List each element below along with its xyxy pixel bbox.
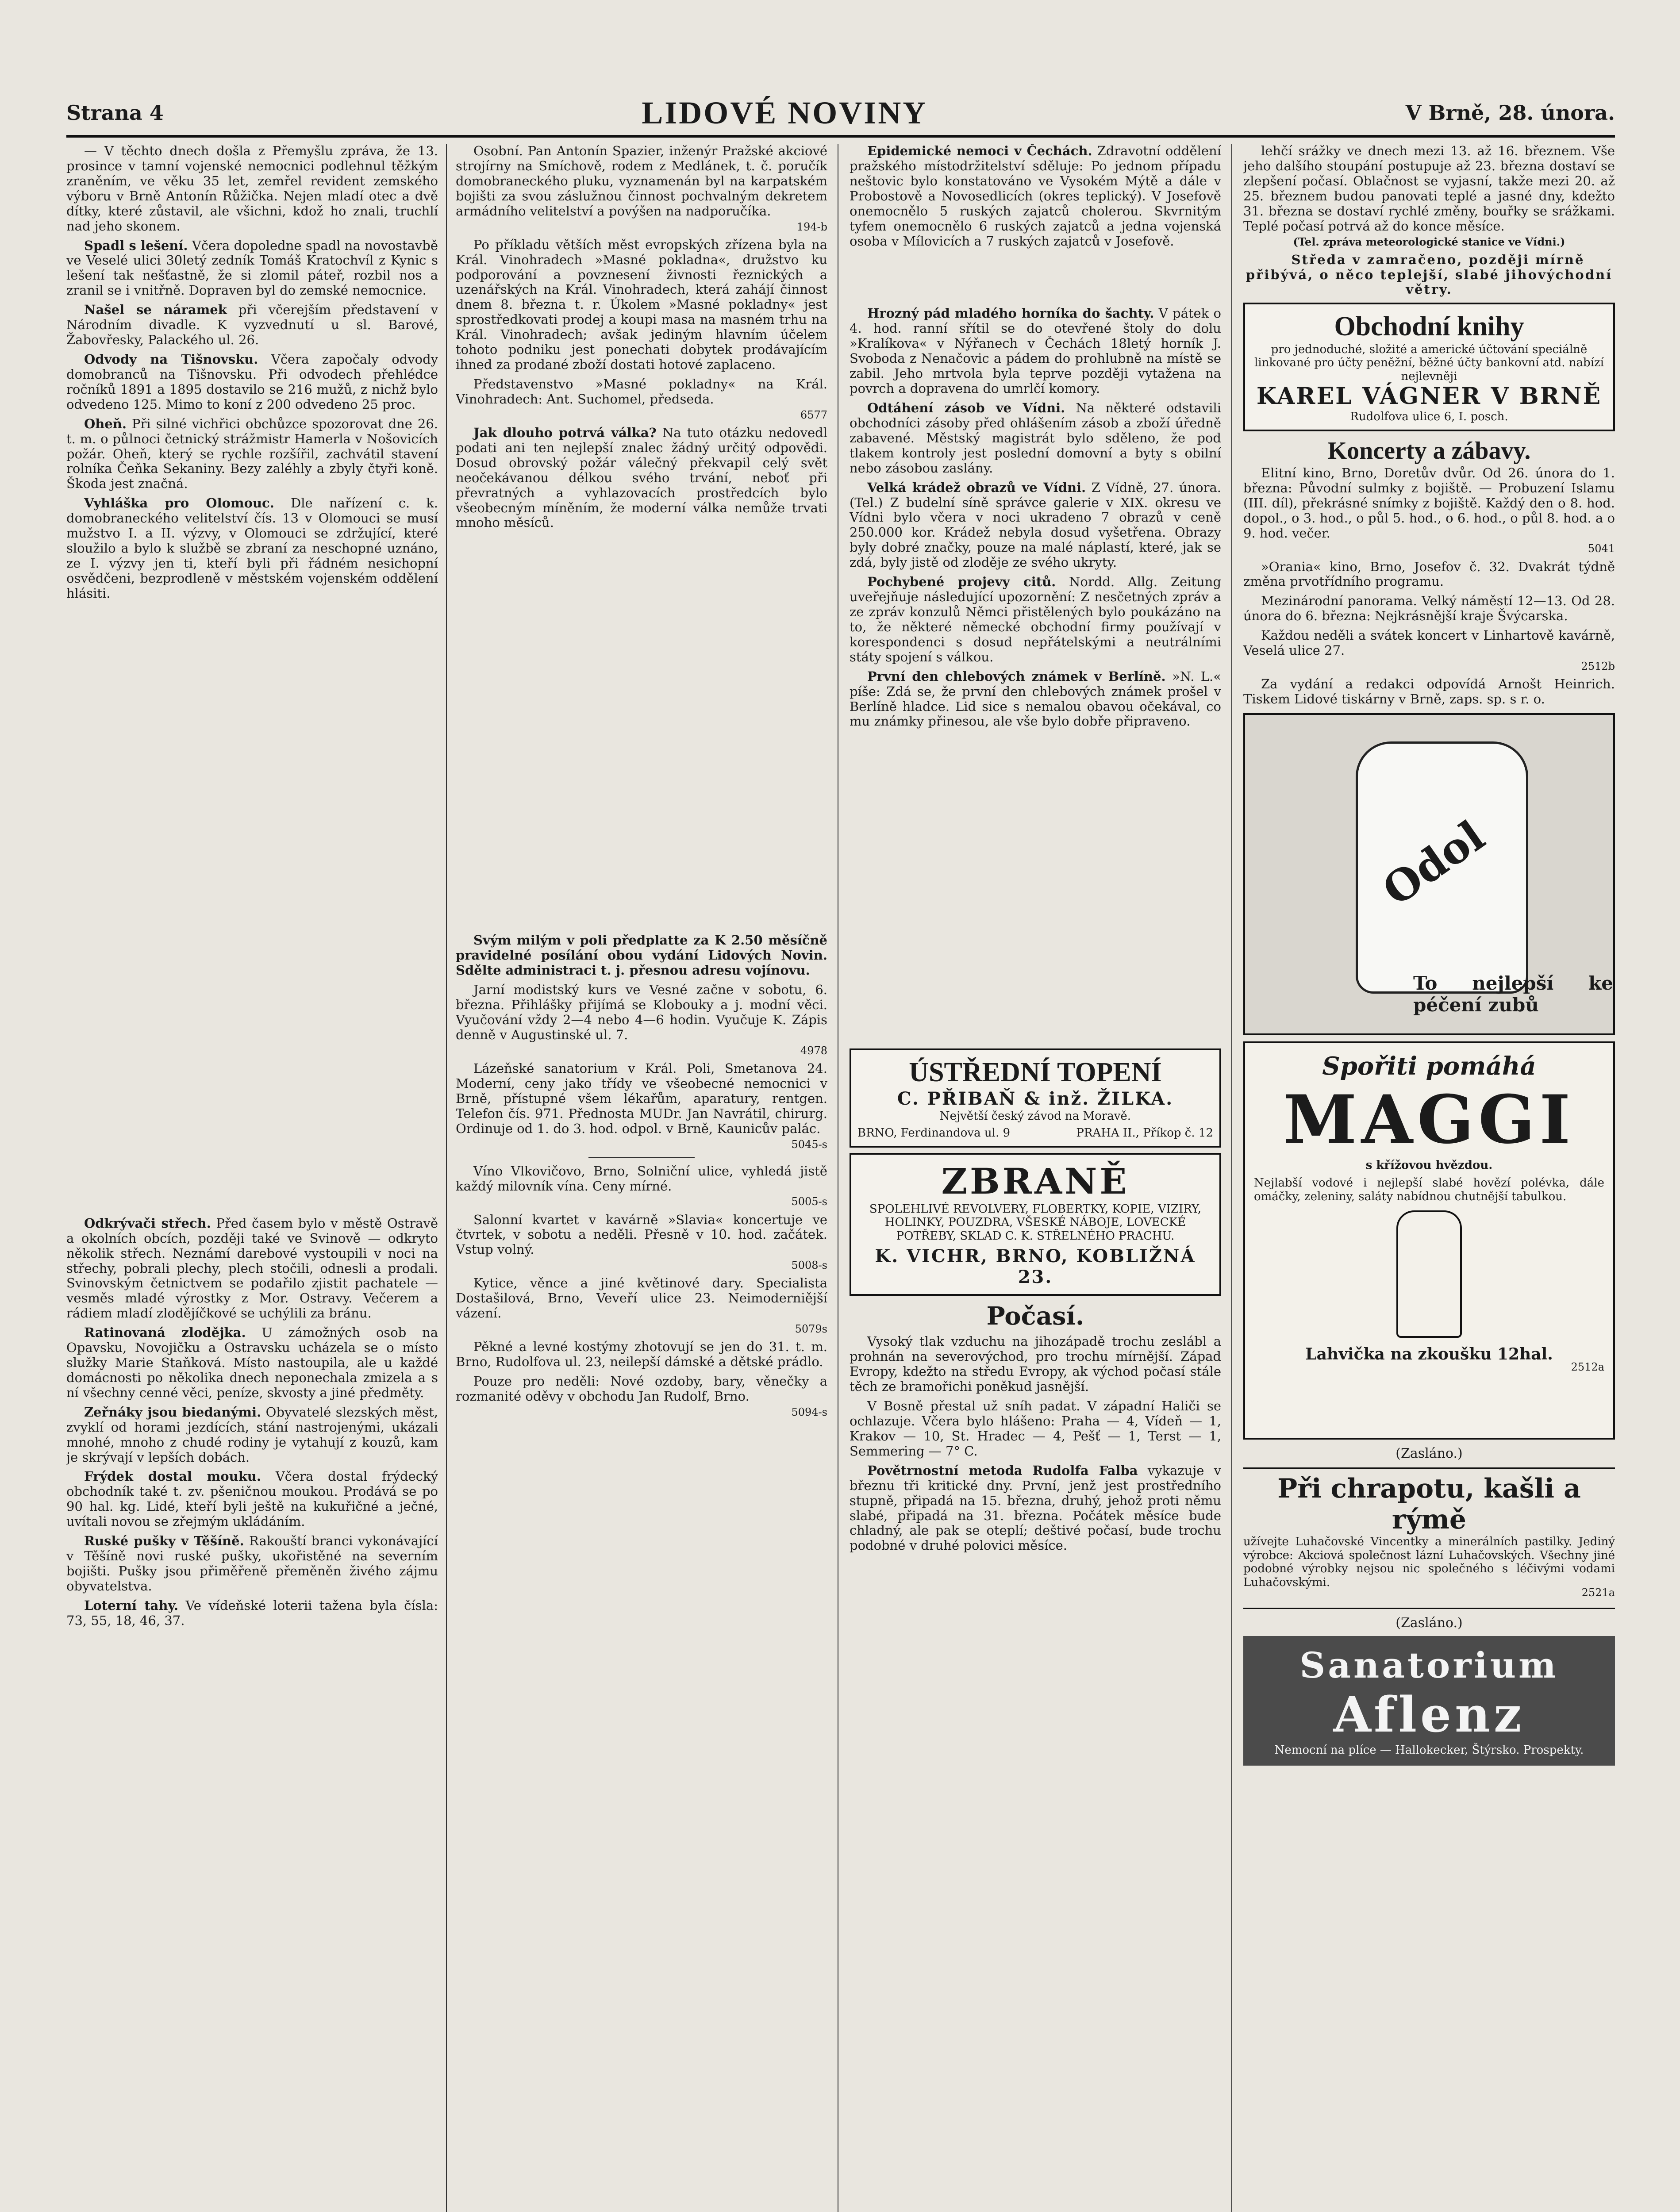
article xyxy=(850,306,1221,396)
article-title: Odvody na Tišnovsku. xyxy=(84,351,258,367)
classified-ad: Salonní kvartet v kavárně »Slavia« koncertuje ve čtvrtek, v sobotu a neděli. Přesně v 10. hod. začátek. Vstup volný. xyxy=(456,1212,827,1257)
column-1 xyxy=(66,144,438,2212)
ad-address-brno: BRNO, Ferdinandova ul. 9 xyxy=(857,1126,1011,1140)
separator xyxy=(588,1157,695,1158)
article-title: První den chlebových známek v Berlíně. xyxy=(867,668,1166,684)
column-rule xyxy=(1231,144,1232,2212)
ad-headline: Obchodní knihy xyxy=(1334,311,1524,342)
panorama-listing: Mezinárodní panorama. Velký náměstí 12—13. Od 28. února do 6. března: Nejkrásnější kraje Švýcarska. xyxy=(1243,593,1615,624)
article-title: Povětrnostní metoda Rudolfa Falba xyxy=(867,1463,1138,1478)
article-text: Včera započaly odvody domobranců na Tišnovsku. Při odvodech přehlédce ročníků 1891 a 1895 dostavilo se 216 mužů, z nichž bylo odvedeno 125. Mimo to koní z 200 odvedeno 25 proc. xyxy=(66,351,438,412)
article xyxy=(66,1598,438,1628)
odol-bottle-illustration xyxy=(1356,741,1528,994)
concert-listing: Každou neděli a svátek koncert v Linhartově kavárně, Veselá ulice 27. xyxy=(1243,628,1615,658)
maggi-text: Nejlabší vodové i nejlepší slabé hovězí polévka, dále omáčky, zeleniny, saláty nabídnou chutnější tabulkou. xyxy=(1254,1176,1604,1203)
article xyxy=(66,303,438,348)
ad-code: 5008-s xyxy=(791,1259,827,1272)
maggi-bottle-illustration xyxy=(1396,1210,1462,1338)
ad-subtitle: Největší český závod na Moravě. xyxy=(939,1109,1131,1123)
ad-headline: Sanatorium xyxy=(1299,1644,1559,1686)
weather-text: V Bosně přestal už sníh padat. V západní Haliči se ochlazuje. Včera bylo hlášeno: Praha — 4, Vídeň — 1, Krakov — 10, St. Hradec — 4, Pešť — 1, Terst — 1, Semmering — 7° C. xyxy=(850,1398,1221,1459)
article-title: Epidemické nemoci v Čechách. xyxy=(867,144,1092,158)
weather-text: Vysoký tlak vzduchu na jihozápadě trochu zeslábl a prohnán na severovýchod, pro trochu mírnější. Západ Evropy, kdežto na středu Evropy, ak východ počasí stále těch ze bramořichi poněkud jasnější. xyxy=(850,1334,1221,1394)
article-title: Velká krádež obrazů ve Vídni. xyxy=(867,480,1086,495)
luhacovice-ad xyxy=(1243,1467,1615,1609)
concerts-section-title: Koncerty a zábavy. xyxy=(1327,437,1531,465)
ad-subtitle: SPOLEHLIVÉ REVOLVERY, FLOBERTKY, KOPIE, VIZIRY, HOLINKY, POUZDRA, VŠESKÉ NÁBOJE, LOVECKÉ POTŘEBY, SKLAD C. K. STŘELNÉHO PRACHU. xyxy=(869,1202,1202,1243)
article-title: Odtáhení zásob ve Vídni. xyxy=(867,400,1065,415)
weather-forecast xyxy=(850,1463,1221,1554)
article: — V těchto dnech došla z Přemyšlu zpráva, že 13. prosince v tamní vojenské nemocnici podlehnul těžkým zraněním, ve věku 35 let, zemřel revident zemského výboru v Brně Antonín Růžička. Nejen mladí otec a dvě dítky, které zůstavil, ale všichni, kdož ho znali, truchlí nad jeho skonem. xyxy=(66,144,438,234)
article-title: Pochybené projevy citů. xyxy=(867,574,1056,590)
article xyxy=(66,496,438,601)
article-text: Nordd. Allg. Zeitung uveřejňuje následující upozornění: Z nesčetných zpráv a ze zpráv konzulů Němci přistělených bylo poukázáno na to, že některé německé obchodní firmy používají v korespondenci s dosud nepřátelskými a neutrálními státy spojení s válkou. xyxy=(850,574,1221,664)
ad-text: užívejte Luhačovské Vincentky a minerálních pastilky. Jediný výrobce: Akciová společnost lázní Luhačovských. Všechny jiné podobné výrobky nejsou nic společného s léčivými vodami Luhačovskými. xyxy=(1243,1535,1615,1589)
article-text: Rakouští branci vykonávající v Těšíně novi ruské pušky, ukořistěné na severním bojišti. Pušky jsou přiměřeně přeměněn živého zájmu obyvatelstva. xyxy=(66,1533,438,1594)
classified-ad: Pěkné a levné kostýmy zhotovují se jen do 31. t. m. Brno, Rudolfova ul. 23, neilepší dámské a dětské prádlo. xyxy=(456,1339,827,1370)
ad-code: 5041 xyxy=(1588,542,1615,555)
ad-code: 4978 xyxy=(800,1044,827,1057)
article-title: Spadl s lešení. xyxy=(84,238,188,253)
weather-forecast: Středa v zamračeno, později mírně přibývá, o něco teplejší, slabé jihovýchodní větry. xyxy=(1246,252,1613,297)
ad-brand: Aflenz xyxy=(1333,1686,1525,1743)
article-text: Obyvatelé slezských měst, zvyklí od horami jezdících, stání nastrojenými, ukázali mnohé, mnoho z chudé rodiny je vytahují z kouzů, kam je skrývají v lepších dobách. xyxy=(66,1404,438,1465)
ad-subtitle: pro jednoduché, složité a americké účtování speciálně linkované pro účty peněžní, běžné účty bankovní atd. nabízí nejlevněji xyxy=(1254,342,1604,383)
classified-ad: Jarní modistský kurs ve Vesné začne v sobotu, 6. března. Přihlášky přijímá se Klobouky a j. modní věci. Vyučování vždy 2—4 nebo 4—6 hodin. Vyučuje K. Zápis denně v Augustinské ul. 7. xyxy=(456,982,827,1042)
article xyxy=(850,144,1221,249)
article-code: 194-b xyxy=(796,220,827,233)
article-code: 6577 xyxy=(800,408,827,421)
newspaper-title: LIDOVÉ NOVINY xyxy=(642,95,928,131)
article-title: Oheň. xyxy=(84,416,127,431)
ad-code: 5094-s xyxy=(791,1406,827,1418)
article: Po příkladu větších měst evropských zřízena byla na Král. Vinohradech »Masné pokladna«, družstvo ku podporování a povznesení živnosti řeznických a uzenářských na Král. Vinohradech, která zahájí činnost dnem 8. března t. r. Úkolem »Masné pokladny« jest sprostředkovati prodej a koupi masa na masném trhu na Král. Vinohradech; avšak jediným hlavním účelem tohoto podniku jest ponechati dobytek prodávajícím ihned za prodané zboží dostati hotové zaplaceno. xyxy=(456,237,827,373)
column-rule xyxy=(446,144,447,2212)
paid-notice-label: (Zasláno.) xyxy=(1396,1446,1463,1462)
cinema-listing: Elitní kino, Brno, Doretův dvůr. Od 26. února do 1. března: Původní sulmky z bojiště. — Probuzení Islamu (III. díl), překrásné snímky z bojiště. Každý den o 8. hod. dopol., o 3. hod., o půl 5. hod., o 6. hod., o půl 8. hod. a o 9. hod. večer. xyxy=(1243,465,1615,541)
odol-slogan: To nejlepší ke péčení zubů xyxy=(1413,972,1613,1016)
article xyxy=(850,401,1221,476)
article-text: Na některé odstavili obchodníci zásoby před ohlášením zásob a zboží úředně zabavené. Městský magistrát bylo sděleno, že pod tlakem kontroly jest poslední domovní a byty s obilní nebo zásobou zaslány. xyxy=(850,400,1221,476)
article xyxy=(66,1216,438,1321)
article-title: Ratinovaná zlodějka. xyxy=(84,1325,246,1340)
article-text: vykazuje v březnu tři kritické dny. První, jenž jest prostředního stupně, připadá na 15. března, druhý, jehož proti němu slabé, připadá na 31. března. Počátek měsíce bude chladný, ale pak se oteplí; deštivé počasí, bude trochu podobné v druhé polovici měsíce. xyxy=(850,1463,1221,1553)
odol-ad xyxy=(1243,713,1615,1035)
article xyxy=(850,669,1221,730)
maggi-ad xyxy=(1243,1041,1615,1440)
classified-ad: Pouze pro neděli: Nové ozdoby, bary, věnečky a rozmanité oděvy v obchodu Jan Rudolf, Brno. xyxy=(456,1374,827,1404)
article xyxy=(850,480,1221,571)
ad-code: 2512b xyxy=(1581,660,1615,673)
article xyxy=(66,1534,438,1594)
article-text: U zámožných osob na Opavsku, Novojičku a Ostravsku ucházela se o místo služky Marie Staňková. Místo nastoupila, ale u každé domácnosti po několika dnech neponechala zmizela a s ní všechny cenné věci, peníze, skvosty a jiné předměty. xyxy=(66,1325,438,1400)
maggi-title: Spořiti pomáhá xyxy=(1322,1052,1536,1081)
column-3 xyxy=(850,144,1221,2212)
heating-ad xyxy=(850,1048,1221,1148)
article-title: Vyhláška pro Olomouc. xyxy=(84,495,274,511)
article-text: Na tuto otázku nedovedl podati ani ten nejlepší znalec žádný určitý odpovědi. Dosud obrovský požár válečný překvapil celý svět neočekávanou délkou svého trvání, neboť při převratných a vyhlazovacích prostředcích bylo všeobecným míněním, že moderní válka nemůže trvati mnoho měsíců. xyxy=(456,425,827,530)
column-2 xyxy=(456,144,827,2212)
ad-company: K. VICHR, BRNO, KOBLIŽNÁ 23. xyxy=(875,1246,1196,1288)
weather-text: lehčí srážky ve dnech mezi 13. až 16. březnem. Vše jeho dalšího stoupání postupuje až 23. března dostaví se zlepšení počasí. Oblačnost se vyjasní, takže mezi 20. až 25. březnem budou panovati teplé a jasné dny, kdežto 31. března se dostaví rychlé změny, bouřky se srážkami. Teplé počasí potrvá až do konce měsíce. xyxy=(1243,144,1615,234)
column-4 xyxy=(1243,144,1615,2212)
ad-headline: ÚSTŘEDNÍ TOPENÍ xyxy=(909,1057,1162,1088)
article-text: V pátek o 4. hod. ranní sřítil se do otevřené štoly do dolu »Kralíkova« v Nýřanech v Čechách 18letý horník J. Svoboda z Nenačovic a pádem do prohlubně na místě se zabil. Jeho mrtvola byla teprve později vytažena na povrch a dopravena do umrlčí komory. xyxy=(850,306,1221,396)
classified-ad: Lázeňské sanatorium v Král. Poli, Smetanova 24. Moderní, ceny jako třídy ve všeobecné nemocnici v Brně, přístupné všem lékařům, aparatury, rentgen. Telefon čís. 971. Přednosta MUDr. Jan Navrátil, chirurg. Ordinuje od 1. do 3. hod. odpol. v Brně, Kaunicův palác. xyxy=(456,1060,827,1136)
page-number: Strana 4 xyxy=(66,101,164,125)
article-text: Zdravotní oddělení pražského místodržitelství sděluje: Po jednom případu neštovic bylo konstatováno ve Vysokém Mýtě a dále v Probostově a Novosedlicích (okres teplický). V Josefově onemocnělo 5 ruských zajatců cholerou. Skvrnitým tyfem onemocnělo 6 ruských zajatců a jedna vojenská osoba v Mílovicích a 7 ruských zajatců v Josefově. xyxy=(850,144,1221,249)
ad-address: Rudolfova ulice 6, I. posch. xyxy=(1350,410,1508,423)
paid-notice-label: (Zasláno.) xyxy=(1396,1615,1463,1631)
article-text: Před časem bylo v městě Ostravě a okolních obcích, později také ve Svinově — odkryto několik střech. Neznámí darebové vystoupili v noci na střechy, pobrali plechy, plech stočili, odnesli a prodali. Svinovským četnictvem se podařilo zjistit pachatele — vesměs mladé výrostky z Mor. Ostravy. Večerem a rádiem mladí zlodějíčkové se uchýlili za bránu. xyxy=(66,1215,438,1321)
odol-label: Odol xyxy=(1373,810,1494,916)
article-title: Našel se náramek xyxy=(84,302,227,318)
ad-code: 5045-s xyxy=(791,1138,827,1151)
ad-code: 2512a xyxy=(1571,1361,1604,1374)
article-title: Zeřnáky jsou biedanými. xyxy=(84,1404,261,1420)
article-title: Loterní tahy. xyxy=(84,1598,179,1613)
article xyxy=(66,238,438,299)
article: Představenstvo »Masné pokladny« na Král. Vinohradech: Ant. Suchomel, předseda. xyxy=(456,376,827,407)
article-text: Z Vídně, 27. února. (Tel.) Z budelní síně správce galerie v XIX. okresu ve Vídni bylo včera v noci ukradeno 7 obrazů v ceně 250.000 kor. Krádež nebyla dosud vyšetřena. Obrazy byly dobré značky, pouze na malé náplastí, které, jak se zdá, byly jistě od zloděje ze svého ukryty. xyxy=(850,480,1221,570)
classified-ad: Víno Vlkovičovo, Brno, Solniční ulice, vyhledá jistě každý milovník vína. Ceny mírné. xyxy=(456,1163,827,1194)
imprint: Za vydání a redakci odpovídá Arnošt Heinrich. Tiskem Lidové tiskárny v Brně, zaps. sp. s r. o. xyxy=(1243,676,1615,707)
article-text: »N. L.« píše: Zdá se, že první den chlebových známek prošel v Berlíně hladce. Lid sice s nemalou obavou očekával, co mu známky přinesou, ale vše bylo dobře připraveno. xyxy=(850,668,1221,729)
ad-code: 2521a xyxy=(1581,1586,1615,1599)
article xyxy=(456,426,827,530)
article-title: Frýdek dostal mouku. xyxy=(84,1469,261,1484)
ad-code: 5005-s xyxy=(791,1195,827,1208)
maggi-subtitle: s křížovou hvězdou. xyxy=(1365,1159,1493,1172)
maggi-brand: MAGGI xyxy=(1283,1080,1575,1159)
article: Osobní. Pan Antonín Spazier, inženýr Pražské akciové strojírny na Smíchově, rodem z Medlánek, t. č. poručík domobraneckého pluku, vyznamenán byl na karpatském bojišti za svou záslužnou činnost pochvalným dekretem armádního velitelství a povýšen na nadporučíka. xyxy=(456,144,827,219)
account-books-ad xyxy=(1243,303,1615,431)
issue-date: V Brně, 28. února. xyxy=(1405,101,1615,125)
article-title: Hrozný pád mladého horníka do šachty. xyxy=(867,306,1154,321)
sanatorium-ad xyxy=(1243,1636,1615,1766)
article-title: Ruské pušky v Těšíně. xyxy=(84,1533,244,1549)
article-text: Včera dostal frýdecký obchodník také t. zv. pšeničnou moukou. Prodává se po 90 hal. kg. Lidé, kteří byli ještě na kukuřičné a ječné, uvítali novou se zřejmým ukládáním. xyxy=(66,1469,438,1529)
weapons-ad xyxy=(850,1153,1221,1295)
classified-ad: Kytice, věnce a jiné květinové dary. Specialista Dostašilová, Brno, Veveří ulice 23. Neimoderniější vázení. xyxy=(456,1275,827,1321)
ad-code: 5079s xyxy=(795,1323,827,1336)
article-text: Včera dopoledne spadl na novostavbě ve Veselé ulici 30letý zedník Tomáš Kratochvíl z Kynic s lešení tak nešťastně, že si zlomil páteř, rozbil nos a zranil se i vnitřně. Dopraven byl do zemské nemocnice. xyxy=(66,238,438,298)
subscription-notice: Svým milým v poli předplatte za K 2.50 měsíčně pravidelné posílání obou vydání Lidových Novin. Sdělte administraci t. j. přesnou adresu vojínovu. xyxy=(456,933,827,978)
article-title: Odkrývači střech. xyxy=(84,1215,211,1231)
article-text: Dle nařízení c. k. domobraneckého velitelství čís. 13 v Olomouci se musí mužstvo I. a II. výzvy, v Olomouci se zdržující, které sloužilo a bylo k službě se zbraní za neschopné uznáno, ze I. výzvy jen ti, kteří byli při řádném nesichopní osvědčeni, bezprodleně v městském vojenském oddělení hlásiti. xyxy=(66,495,438,601)
article xyxy=(850,575,1221,665)
article-text: Při silné vichřici obchůzce spozorovat dne 26. t. m. o půlnoci četnický strážmistr Hamerla v Nošovicích požár. Oheň, který se rychle rozšířil, zachvátil stavení rolníka Čeňka Sekaniny. Bezy zaléhly a zbyly čtyři koně. Škoda jest značná. xyxy=(66,416,438,492)
ad-headline: ZBRANĚ xyxy=(941,1160,1130,1202)
article xyxy=(66,1325,438,1401)
article xyxy=(66,352,438,412)
article xyxy=(66,1469,438,1529)
article-text: Ve vídeňské loterii tažena byla čísla: 73, 55, 18, 46, 37. xyxy=(66,1598,438,1628)
article-text: při včerejším představení v Národním divadle. K vyzvednutí u sl. Barové, Žabovřesky, Palackého ul. 26. xyxy=(66,302,438,348)
ad-address-praha: PRAHA II., Příkop č. 12 xyxy=(1076,1126,1213,1140)
ad-headline: Při chrapotu, kašli a rýmě xyxy=(1277,1473,1581,1536)
weather-source: (Tel. zpráva meteorologické stanice ve Vídni.) xyxy=(1293,235,1565,248)
page-header xyxy=(66,91,1615,138)
article-title: Jak dlouho potrvá válka? xyxy=(473,425,657,440)
ad-company: KAREL VÁGNER V BRNĚ xyxy=(1256,383,1602,410)
ad-subtitle: Nemocní na plíce — Hallokecker, Štýrsko. Prospekty. xyxy=(1274,1743,1584,1757)
weather-title: Počasí. xyxy=(986,1301,1084,1331)
article xyxy=(66,1405,438,1465)
cinema-listing: »Orania« kino, Brno, Josefov č. 32. Dvakrát týdně změna prvotřídního programu. xyxy=(1243,559,1615,589)
ad-company: C. PŘIBAŇ & inž. ŽILKA. xyxy=(897,1088,1174,1109)
article xyxy=(66,417,438,492)
maggi-footer: Lahvička na zkoušku 12hal. xyxy=(1305,1345,1553,1364)
